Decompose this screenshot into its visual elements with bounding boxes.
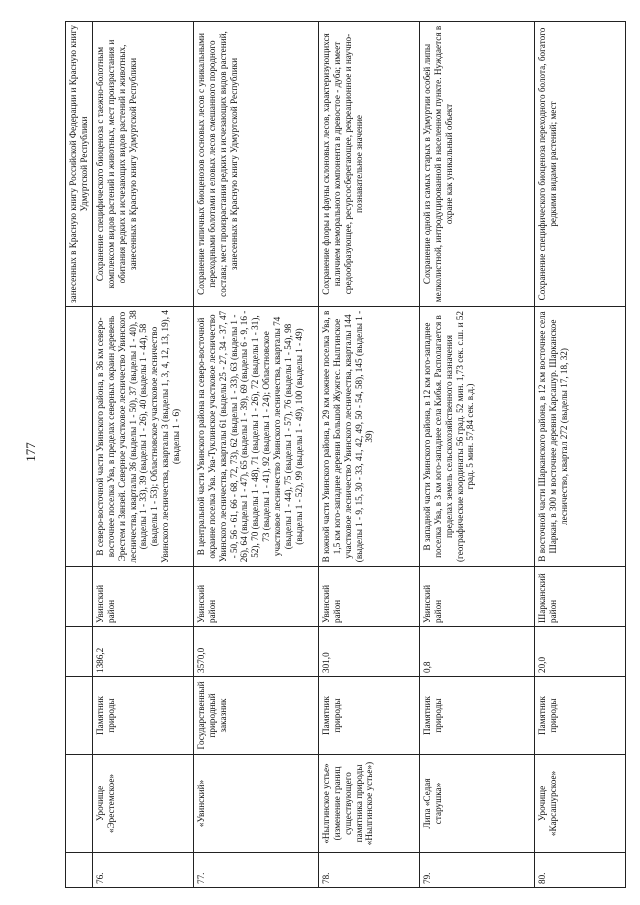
cell-purpose: Сохранение одной из самых старых в Удмуртии особей липы мелколистной, интродуцированной в населенном пункте. Нуждается в охране как уникальный объект: [420, 22, 535, 307]
cell-empty: [66, 755, 93, 853]
table-row: [319, 22, 420, 888]
cell-purpose: Сохранение специфического биоценоза с таежно-болотным комплексом видов растений и животных, мест произрастания и обитания редких и исчезающих видов растений и животных, занесенных в Красную книгу Удмуртской Республики: [93, 22, 194, 307]
cell-location: В северо-восточной части Увинского района, в 36 км северо-восточнее поселка Ува, в пределах северных окраин деревень Эрестем и Зянзей. Северное участковое лесничество Увинского лесничества, кварталы 36 (выделы 1 - 50), 37 (выделы 1 - 40), 38 (выделы 1 - 33), 39 (выделы 1 - 26), 40 (выделы 1 - 44), 58 (выделы 1 - 53); Областновское участковое лесничество Увинского лесничества, кварталы 3 (выделы 1, 3, 4, 12, 13, 19), 4 (выделы 1 - 6): [93, 307, 194, 567]
cell-area: 301,0: [319, 627, 420, 677]
cell-empty: [66, 567, 93, 627]
cell-purpose: Сохранение специфического биоценоза переходного болота, богатого редкими видами растений; мест: [535, 22, 626, 307]
cell-name: Липа «Седая старушка»: [420, 755, 535, 853]
cell-num: 80.: [535, 853, 626, 888]
protected-areas-table: [65, 21, 626, 888]
cell-num: 76.: [93, 853, 194, 888]
cell-name: Урочище «Карсашурское»: [535, 755, 626, 853]
cell-area: 1386,2: [93, 627, 194, 677]
cell-district: Увинский район: [194, 567, 319, 627]
cell-purpose: Сохранение типичных биоценозов сосновых лесов с уникальными переходными болотами и еловых лесов смешанного породного состава; мест произрастания редких и исчезающих видов растений, занесенных в Красную книгу Удмуртской Республики: [194, 22, 319, 307]
table-row: [535, 22, 626, 888]
cell-empty: [66, 307, 93, 567]
cell-category: Памятник природы: [535, 677, 626, 755]
cell-area: 20,0: [535, 627, 626, 677]
cell-num: 79.: [420, 853, 535, 888]
cell-district: Шарканский район: [535, 567, 626, 627]
table-row: [93, 22, 194, 888]
cell-name: «Увинский»: [194, 755, 319, 853]
cell-category: Памятник природы: [319, 677, 420, 755]
cell-district: Увинский район: [319, 567, 420, 627]
page-number: 177: [23, 442, 38, 462]
cell-area: 3570,0: [194, 627, 319, 677]
cell-name: «Нылгинское устье» (изменение границ существующего памятника природы «Нылгинское устье»): [319, 755, 420, 853]
cell-category: Памятник природы: [420, 677, 535, 755]
table-row: [194, 22, 319, 888]
rotated-table-wrapper: [65, 22, 605, 888]
cell-num: 78.: [319, 853, 420, 888]
cell-location: В центральной части Увинского района на северо-восточной окраине поселка Ува. Ува-Туклинское участковое лесничество Увинского лесничества, кварталы 61 (выделы 25 - 27, 34 - 37, 47 - 50, 56 - 61, 66 - 68, 72, 73), 62 (выделы 1 - 33), 63 (выделы 1 - 26), 64 (выделы 1 - 47), 65 (выделы 1 - 39), 69 (выделы 6 - 9, 16 - 52), 70 (выделы 1 - 48), 71 (выделы 1 - 26), 72 (выделы 1 - 31), 73 (выделы 1 - 41), 92 (выделы 1 - 24); Областновское участковое лесничество Увинского лесничества, кварталы 74 (выделы 1 - 44), 75 (выделы 1 - 57), 76 (выделы 1 - 54), 98 (выделы 1 - 52), 99 (выделы 1 - 49), 100 (выделы 1 - 49): [194, 307, 319, 567]
cell-location: В южной части Увинского района, в 29 км южнее поселка Ува, в 1,5 км юго-западнее деревни Большой Жужгес. Нылгинское участковое лесничество Увинского лесничества, кварталы 144 (выделы 1 - 9, 15, 30 - 33, 41, 42, 49, 50 - 54, 58), 145 (выделы 1 - 39): [319, 307, 420, 567]
table-row-continuation: [66, 22, 93, 888]
cell-district: Увинский район: [93, 567, 194, 627]
cell-num: 77.: [194, 853, 319, 888]
cell-empty: [66, 853, 93, 888]
cell-district: Увинский район: [420, 567, 535, 627]
cell-empty: [66, 677, 93, 755]
cell-location: В западной части Увинского района, в 12 км юго-западнее поселка Ува, в 3 км юго-западнее села Кибья. Располагается в пределах земель сельскохозяйственного назначения (географические координаты 56 град. 52 мин. 1,73 сек. с.ш. и 52 град. 5 мин. 57,84 сек. в.д.): [420, 307, 535, 567]
cell-name: Урочище «Эрестемское»: [93, 755, 194, 853]
cell-purpose: Сохранение флоры и фауны склоновых лесов, характеризующихся наличием неморального компонента в древостое - дуба; имеет средообразующее, ресурсосберегающее, рекреационное и научно-познавательное значение: [319, 22, 420, 307]
cell-category: Государственный природный заказник: [194, 677, 319, 755]
cell-purpose-continuation: занесенных в Красную книгу Российской Федерации и Красную книгу Удмуртской Республики: [66, 22, 93, 307]
cell-area: 0,8: [420, 627, 535, 677]
cell-location: В восточной части Шарканского района, в 12 км восточнее села Шаркан, в 300 м восточнее деревни Карсашур. Шарканское лесничество, квартал 272 (выделы 17, 18, 32): [535, 307, 626, 567]
cell-category: Памятник природы: [93, 677, 194, 755]
cell-empty: [66, 627, 93, 677]
table-row: [420, 22, 535, 888]
